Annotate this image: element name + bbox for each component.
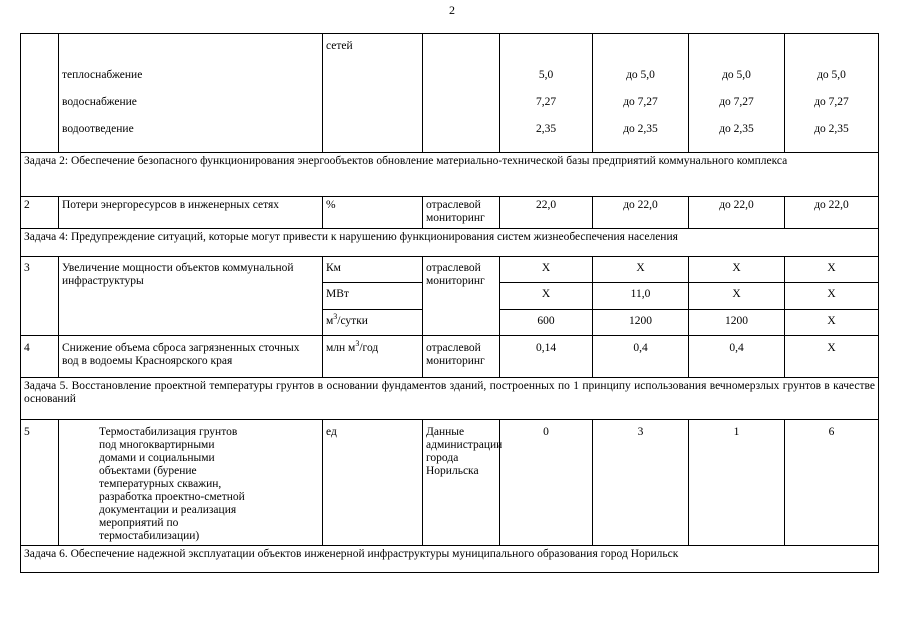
task-row — [21, 378, 879, 420]
unit-cell: млн $м^3$/год — [323, 336, 423, 378]
table-row — [21, 34, 879, 153]
value: до 2,35 — [719, 123, 754, 135]
value-cell: X — [689, 257, 785, 283]
unit-text: сетей — [326, 40, 353, 52]
value-cell: 6 — [785, 420, 879, 546]
value: до 7,27 — [814, 96, 849, 108]
value: до 5,0 — [817, 69, 846, 81]
value-cell: 1200 — [593, 310, 689, 336]
indicator-name: Снижение объема сброса загрязненных сточных вод в водоемы Красноярского края — [59, 336, 323, 378]
indicator-subitem: теплоснабжение — [62, 69, 143, 81]
unit-cell: МВт — [323, 283, 423, 310]
value: до 7,27 — [719, 96, 754, 108]
value-cell: X — [689, 283, 785, 310]
value-cell: X — [500, 257, 593, 283]
task-2-heading: Задача 2: Обеспечение безопасного функционирования энергообъектов обновление материально-технической базы предприятий коммунального комплекса — [21, 153, 879, 197]
unit-cell: ед — [323, 420, 423, 546]
unit-cell: % — [323, 197, 423, 229]
value-cell: до 22,0 — [785, 197, 879, 229]
task-row — [21, 229, 879, 257]
value-cell: X — [593, 257, 689, 283]
table-row — [21, 257, 879, 283]
value-cell: 22,0 — [500, 197, 593, 229]
row-number: 5 — [21, 420, 59, 546]
indicator-name: Увеличение мощности объектов коммунальной инфраструктуры — [59, 257, 323, 336]
value-cell: X — [500, 283, 593, 310]
value-cell — [785, 34, 879, 153]
value: до 7,27 — [623, 96, 658, 108]
value: 7,27 — [535, 96, 557, 108]
task-4-heading: Задача 4: Предупреждение ситуаций, которые могут привести к нарушению функционирования систем жизнеобеспечения населения — [21, 229, 879, 257]
value-cell: 0,14 — [500, 336, 593, 378]
table-row — [21, 336, 879, 378]
unit-cell: $м^3$/сутки — [323, 310, 423, 336]
value-cell: 600 — [500, 310, 593, 336]
table-row — [21, 420, 879, 546]
value-cell — [500, 34, 593, 153]
task-row — [21, 546, 879, 573]
value-cell: X — [785, 310, 879, 336]
indicator-name: Термостабилизация грунтов под многоквартирными домами и социальными объектами (бурение температурных скважин, разработка проектно-сметной документации и реализация мероприятий по термостабилизации) — [59, 420, 323, 546]
unit-cell: Км — [323, 257, 423, 283]
source-cell — [423, 34, 500, 153]
source-cell: отраслевой мониторинг — [423, 257, 500, 336]
task-row — [21, 153, 879, 197]
indicator-name-cell — [59, 34, 323, 153]
value-cell — [593, 34, 689, 153]
value: 5,0 — [538, 69, 554, 81]
indicators-table — [20, 33, 879, 573]
value: до 2,35 — [623, 123, 658, 135]
value: до 2,35 — [814, 123, 849, 135]
indicator-subitem: водоснабжение — [62, 96, 137, 108]
indicator-subitem: водоотведение — [62, 123, 134, 135]
task-6-heading: Задача 6. Обеспечение надежной эксплуатации объектов инженерной инфраструктуры муниципального образования город Норильск — [21, 546, 879, 573]
value-cell: 0,4 — [593, 336, 689, 378]
value-cell: 11,0 — [593, 283, 689, 310]
page-number: 2 — [449, 3, 455, 17]
source-cell: отраслевой мониторинг — [423, 197, 500, 229]
value-cell: X — [785, 257, 879, 283]
task-5-heading: Задача 5. Восстановление проектной температуры грунтов в основании фундаментов зданий, построенных по 1 принципу использования вечномерзлых грунтов в качестве оснований — [21, 378, 879, 420]
value: 2,35 — [535, 123, 557, 135]
row-number: 4 — [21, 336, 59, 378]
value-cell: 3 — [593, 420, 689, 546]
unit-cell — [323, 34, 423, 153]
number-cell — [21, 34, 59, 153]
value-cell: до 22,0 — [689, 197, 785, 229]
table-row — [21, 197, 879, 229]
indicator-name: Потери энергоресурсов в инженерных сетях — [59, 197, 323, 229]
value-cell: X — [785, 336, 879, 378]
row-number: 3 — [21, 257, 59, 336]
value: до 5,0 — [722, 69, 751, 81]
value-cell: до 22,0 — [593, 197, 689, 229]
value-cell: 1200 — [689, 310, 785, 336]
value-cell — [689, 34, 785, 153]
value-cell: 1 — [689, 420, 785, 546]
value-cell: X — [785, 283, 879, 310]
source-cell: отраслевой мониторинг — [423, 336, 500, 378]
value-cell: 0,4 — [689, 336, 785, 378]
value: до 5,0 — [626, 69, 655, 81]
source-cell: Данные администрации города Норильска — [423, 420, 500, 546]
value-cell: 0 — [500, 420, 593, 546]
row-number: 2 — [21, 197, 59, 229]
